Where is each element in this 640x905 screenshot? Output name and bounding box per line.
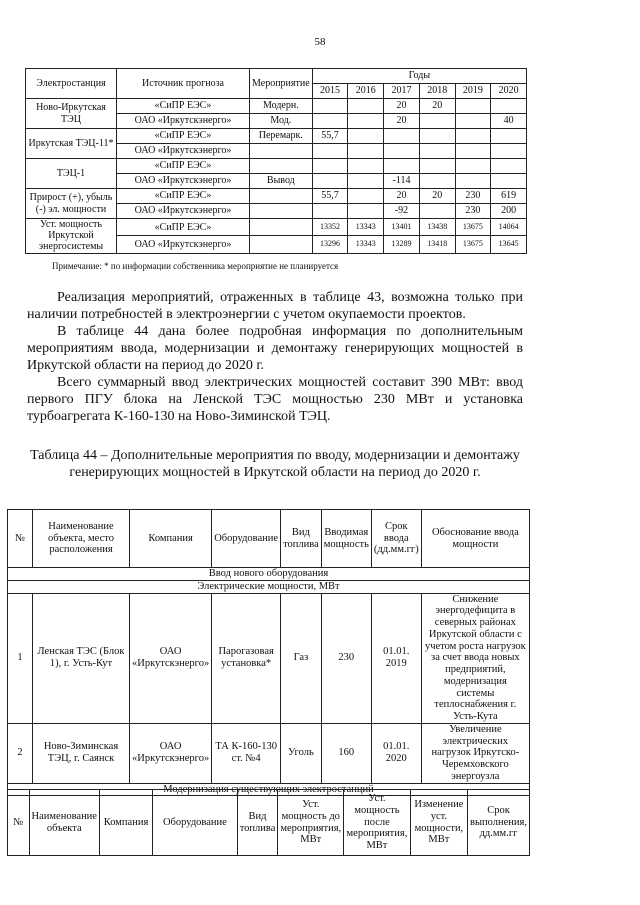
t43-value: 13343 xyxy=(348,219,384,236)
header-station: Электростанция xyxy=(26,69,117,99)
t43-source: «СиПР ЕЭС» xyxy=(117,219,250,236)
t43-value: 230 xyxy=(455,204,491,219)
t43-value: 13418 xyxy=(419,236,455,253)
t43-station: Уст. мощность Иркутской энергосистемы xyxy=(26,219,117,254)
row2-equipment: ТА К-160-130 ст. №4 xyxy=(212,723,281,783)
table-44 xyxy=(7,509,530,796)
h44-object: Наименование объекта, место расположения xyxy=(33,510,130,568)
t43-value: 20 xyxy=(419,189,455,204)
year-2016: 2016 xyxy=(348,84,384,99)
t43-value: 20 xyxy=(384,189,420,204)
section-modernization: Модернизация существующих электростанций xyxy=(8,783,530,796)
page-number: 58 xyxy=(314,36,326,48)
h44-company: Компания xyxy=(130,510,212,568)
t43-value xyxy=(312,159,348,174)
t43-row xyxy=(26,159,527,174)
t43-value: 55,7 xyxy=(312,129,348,144)
table-note: Примечание: * по информации собственника мероприятие не планируется xyxy=(52,261,339,271)
table-44-continued xyxy=(7,789,530,856)
h44-equipment: Оборудование xyxy=(212,510,281,568)
t43-source: ОАО «Иркутскэнерго» xyxy=(117,114,250,129)
row1-fuel: Газ xyxy=(281,593,322,723)
h44b-change: Изменение уст. мощности, МВт xyxy=(410,790,467,856)
year-2018: 2018 xyxy=(419,84,455,99)
t43-value xyxy=(348,174,384,189)
t43-value xyxy=(312,174,348,189)
t43-station: ТЭЦ-1 xyxy=(26,159,117,189)
t43-value xyxy=(491,144,527,159)
t43-value: 230 xyxy=(455,189,491,204)
h44-date: Срок ввода (дд.мм.гг) xyxy=(371,510,421,568)
t43-measure xyxy=(250,236,313,253)
t43-value xyxy=(312,114,348,129)
table-caption: Таблица 44 – Дополнительные мероприятия по вводу, модернизации и демонтажу генерирующих мощностей в Иркутской области на период до 2020 г. xyxy=(30,448,520,480)
h44-num: № xyxy=(8,510,33,568)
t43-value xyxy=(455,174,491,189)
t43-value xyxy=(348,129,384,144)
t43-value: 13675 xyxy=(455,236,491,253)
t43-measure xyxy=(250,159,313,174)
t43-station: Ново-Иркутская ТЭЦ xyxy=(26,99,117,129)
t43-value: 13438 xyxy=(419,219,455,236)
t43-value xyxy=(419,144,455,159)
t43-value: 14064 xyxy=(491,219,527,236)
t43-measure: Вывод xyxy=(250,174,313,189)
row2-fuel: Уголь xyxy=(281,723,322,783)
t43-source: «СиПР ЕЭС» xyxy=(117,189,250,204)
t43-value xyxy=(419,174,455,189)
t43-station: Прирост (+), убыль (-) эл. мощности xyxy=(26,189,117,219)
t43-value xyxy=(491,129,527,144)
t43-row xyxy=(26,129,527,144)
t43-value xyxy=(348,204,384,219)
t43-value xyxy=(348,144,384,159)
row1-company: ОАО «Иркутскэнерго» xyxy=(130,593,212,723)
t43-row xyxy=(26,189,527,204)
t43-value xyxy=(384,144,420,159)
t43-value xyxy=(312,204,348,219)
t43-source: ОАО «Иркутскэнерго» xyxy=(117,236,250,253)
row1-reason: Снижение энергодефицита в северных районах Иркутской области с учетом роста нагрузок за счет ввода новых предприятий, модернизация системы теплоснабжения г. Усть-Кута xyxy=(421,593,529,723)
t43-measure: Перемарк. xyxy=(250,129,313,144)
table-43-body xyxy=(26,99,527,254)
t43-value xyxy=(312,144,348,159)
t43-measure xyxy=(250,144,313,159)
row1-power: 230 xyxy=(321,593,371,723)
t43-value: 200 xyxy=(491,204,527,219)
row1-equipment: Парогазовая установка* xyxy=(212,593,281,723)
row2-object: Ново-Зиминская ТЭЦ, г. Саянск xyxy=(33,723,130,783)
t43-value: 13352 xyxy=(312,219,348,236)
t43-value: 13401 xyxy=(384,219,420,236)
t43-value xyxy=(491,159,527,174)
year-2015: 2015 xyxy=(312,84,348,99)
t43-value: 40 xyxy=(491,114,527,129)
t43-value xyxy=(455,114,491,129)
t43-measure xyxy=(250,219,313,236)
h44b-after: Уст. мощность после мероприятия, МВт xyxy=(344,790,411,856)
paragraph-3: Всего суммарный ввод электрических мощностей составит 390 МВт: ввод первого ПГУ блока на Ленской ТЭС мощностью 230 МВт и установка турбоагрегата К-160-130 на Ново-Зиминской ТЭЦ. xyxy=(27,375,523,424)
year-2020: 2020 xyxy=(491,84,527,99)
header-source: Источник прогноза xyxy=(117,69,250,99)
t43-row xyxy=(26,219,527,236)
subsection-electric: Электрические мощности, МВт xyxy=(8,580,530,593)
h44-power: Вводимая мощность xyxy=(321,510,371,568)
h44-fuel: Вид топлива xyxy=(281,510,322,568)
t43-value: 20 xyxy=(384,114,420,129)
header-years: Годы xyxy=(312,69,526,84)
t43-value xyxy=(348,189,384,204)
t43-value xyxy=(348,114,384,129)
t43-source: «СиПР ЕЭС» xyxy=(117,129,250,144)
h44b-fuel: Вид топлива xyxy=(237,790,278,856)
t43-value: -114 xyxy=(384,174,420,189)
t43-value xyxy=(384,159,420,174)
t43-source: ОАО «Иркутскэнерго» xyxy=(117,174,250,189)
t43-value: 619 xyxy=(491,189,527,204)
t43-value xyxy=(419,204,455,219)
section-new-equipment: Ввод нового оборудования xyxy=(8,568,530,581)
t43-source: ОАО «Иркутскэнерго» xyxy=(117,144,250,159)
t43-value xyxy=(348,159,384,174)
t43-value xyxy=(455,99,491,114)
row2-company: ОАО «Иркутскэнерго» xyxy=(130,723,212,783)
t43-value: 13675 xyxy=(455,219,491,236)
t43-value xyxy=(455,144,491,159)
t43-value xyxy=(419,159,455,174)
row2-reason: Увеличение электрических нагрузок Иркутско-Черемховского энергоузла xyxy=(421,723,529,783)
t43-source: ОАО «Иркутскэнерго» xyxy=(117,204,250,219)
t43-value xyxy=(348,99,384,114)
h44b-num: № xyxy=(8,790,30,856)
row1-num: 1 xyxy=(8,593,33,723)
h44b-company: Компания xyxy=(99,790,152,856)
row2-num: 2 xyxy=(8,723,33,783)
header-measure: Мероприятие xyxy=(250,69,313,99)
year-2017: 2017 xyxy=(384,84,420,99)
t43-source: «СиПР ЕЭС» xyxy=(117,99,250,114)
t43-value: 55,7 xyxy=(312,189,348,204)
paragraph-1: Реализация мероприятий, отраженных в таблице 43, возможна только при наличии потребностей в электроэнергии с учетом окупаемости проектов. xyxy=(27,290,523,322)
t43-measure xyxy=(250,189,313,204)
t43-source: «СиПР ЕЭС» xyxy=(117,159,250,174)
t43-value xyxy=(419,129,455,144)
t43-value: 13645 xyxy=(491,236,527,253)
row2-power: 160 xyxy=(321,723,371,783)
row1-date: 01.01. 2019 xyxy=(371,593,421,723)
t43-value xyxy=(455,159,491,174)
t43-value: 13296 xyxy=(312,236,348,253)
t43-measure: Мод. xyxy=(250,114,313,129)
h44b-term: Срок выполнения, дд.мм.гг xyxy=(468,790,530,856)
t43-value: 13289 xyxy=(384,236,420,253)
t43-value xyxy=(491,99,527,114)
paragraph-2: В таблице 44 дана более подробная информация по дополнительным мероприятиям ввода, модернизации и демонтажу генерирующих мощностей в Иркутской области на период до 2020 г. xyxy=(27,324,523,373)
year-2019: 2019 xyxy=(455,84,491,99)
t43-value xyxy=(312,99,348,114)
t43-value xyxy=(491,174,527,189)
t43-value: 20 xyxy=(384,99,420,114)
t43-value xyxy=(455,129,491,144)
row1-object: Ленская ТЭС (Блок 1), г. Усть-Кут xyxy=(33,593,130,723)
t43-value xyxy=(419,114,455,129)
t43-measure xyxy=(250,204,313,219)
t43-measure: Модерн. xyxy=(250,99,313,114)
t43-value xyxy=(384,129,420,144)
t43-row xyxy=(26,99,527,114)
t43-value: 20 xyxy=(419,99,455,114)
row2-date: 01.01. 2020 xyxy=(371,723,421,783)
h44-reason: Обоснование ввода мощности xyxy=(421,510,529,568)
t43-value: -92 xyxy=(384,204,420,219)
table-43 xyxy=(25,68,527,254)
t43-value: 13343 xyxy=(348,236,384,253)
h44b-equipment: Оборудование xyxy=(153,790,238,856)
t43-station: Иркутская ТЭЦ-11* xyxy=(26,129,117,159)
h44b-before: Уст. мощность до мероприятия, МВт xyxy=(278,790,344,856)
h44b-object: Наименование объекта xyxy=(29,790,99,856)
